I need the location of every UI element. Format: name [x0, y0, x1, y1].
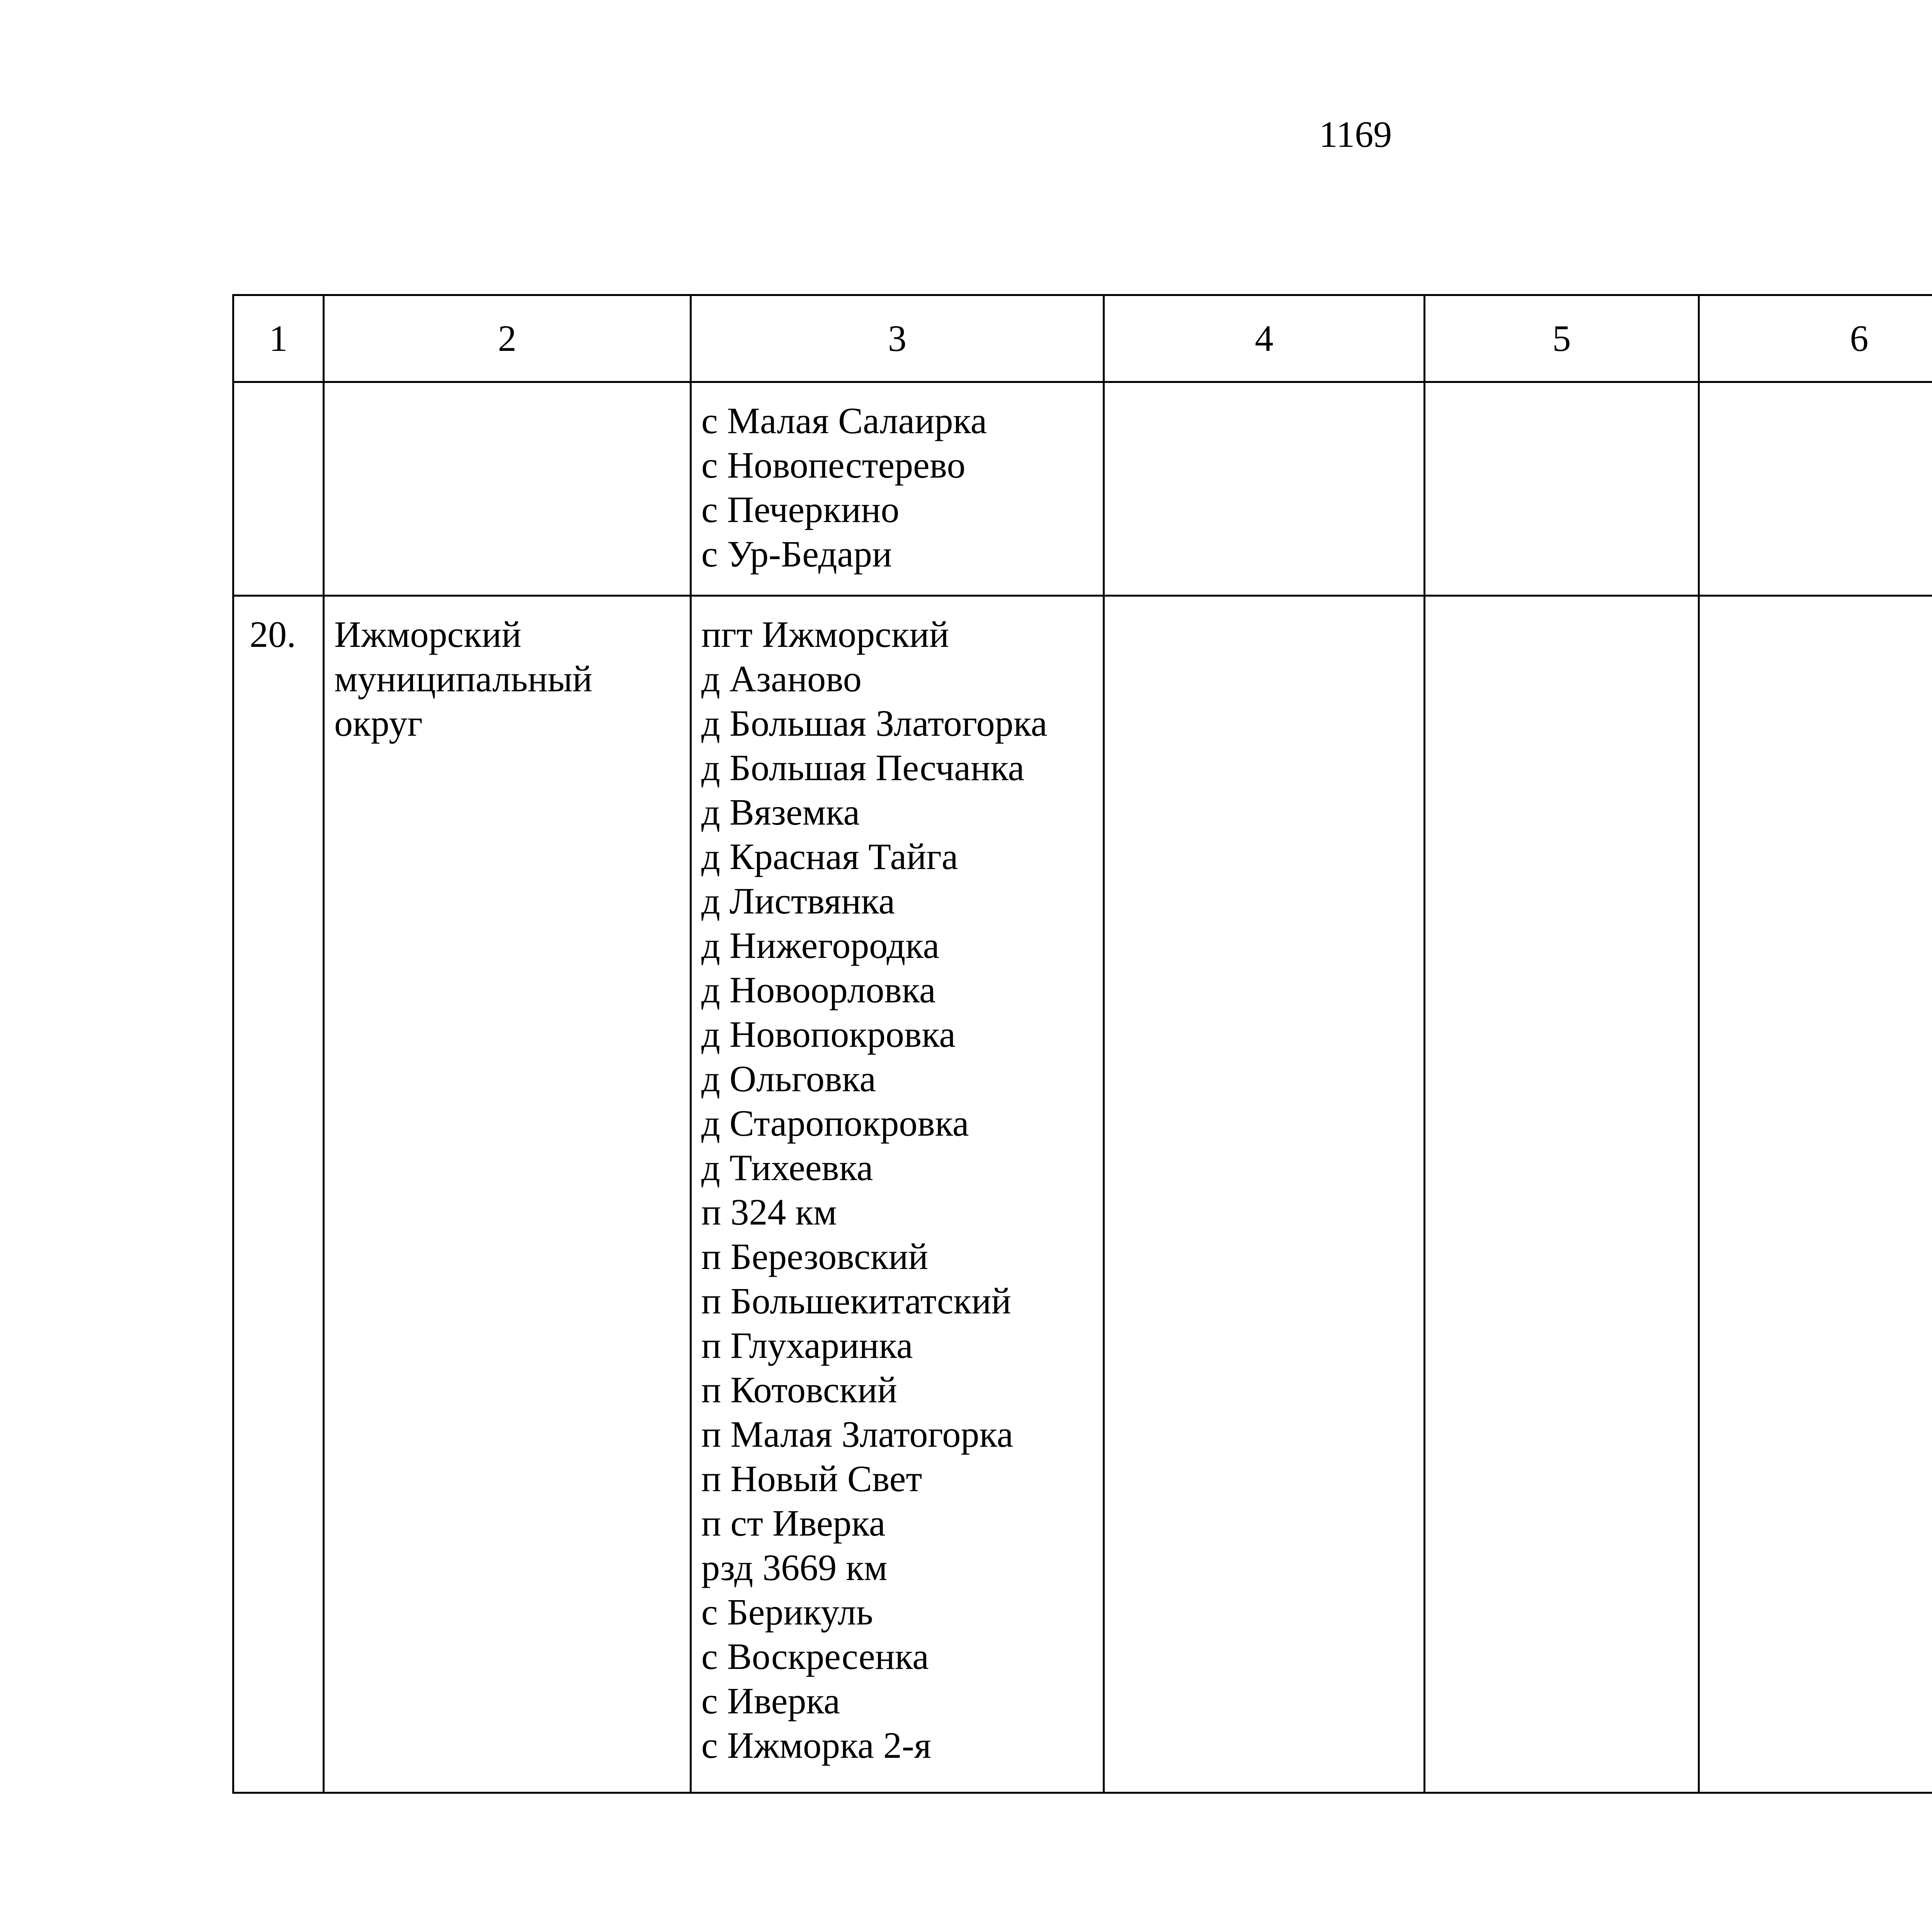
- list-item: с Иверка: [701, 1680, 840, 1721]
- list-item: д Нижегородка: [701, 925, 940, 966]
- table-header-row: [233, 295, 1932, 382]
- settlements-cell: [691, 596, 1104, 1793]
- list-item: п Малая Златогорка: [701, 1414, 1014, 1455]
- list-item: с Берикуль: [701, 1591, 873, 1633]
- table-row: [233, 596, 1932, 1793]
- list-item: д Тихеевка: [701, 1147, 873, 1188]
- list-item: п Глухаринка: [701, 1325, 913, 1366]
- page-number: 1169: [1319, 114, 1392, 155]
- list-item: д Листвянка: [701, 880, 895, 922]
- empty-cell-6: [1699, 382, 1932, 596]
- column-header-6: 6: [1699, 295, 1932, 382]
- list-item: с Печеркино: [701, 489, 900, 530]
- empty-cell-5: [1425, 382, 1699, 596]
- empty-cell-4: [1104, 596, 1425, 1793]
- settlement-list: [692, 383, 1103, 592]
- column-header-2: 2: [324, 295, 691, 382]
- settlement-list: [692, 597, 1103, 1783]
- column-header-5: 5: [1425, 295, 1699, 382]
- list-item: рзд 3669 км: [701, 1547, 888, 1588]
- list-item: д Вяземка: [701, 791, 860, 833]
- list-item: п Березовский: [701, 1236, 929, 1277]
- empty-cell-6: [1699, 596, 1932, 1793]
- list-item: с Ижморка 2-я: [701, 1725, 931, 1766]
- list-item: Ижморский: [334, 614, 522, 655]
- list-item: с Малая Салаирка: [701, 400, 987, 441]
- list-item: округ: [334, 703, 423, 744]
- list-item: муниципальный: [334, 658, 593, 699]
- list-item: д Ольговка: [701, 1058, 876, 1099]
- list-item: д Новопокровка: [701, 1014, 956, 1055]
- list-item: п Котовский: [701, 1369, 897, 1410]
- list-item: д Красная Тайга: [701, 836, 958, 877]
- list-item: д Азаново: [701, 658, 862, 699]
- list-item: д Большая Песчанка: [701, 747, 1025, 788]
- district-name-cell: [324, 382, 691, 596]
- empty-cell-4: [1104, 382, 1425, 596]
- table-row: [233, 382, 1932, 596]
- district-name-cell: [324, 596, 691, 1793]
- list-item: п 324 км: [701, 1191, 837, 1233]
- list-item: с Воскресенка: [701, 1636, 929, 1677]
- list-item: п ст Иверка: [701, 1502, 886, 1544]
- column-header-4: 4: [1104, 295, 1425, 382]
- list-item: с Ур-Бедари: [701, 533, 892, 575]
- row-number-cell: [233, 382, 324, 596]
- settlements-cell: [691, 382, 1104, 596]
- list-item: п Большекитатский: [701, 1280, 1011, 1322]
- list-item: пгт Ижморский: [701, 614, 949, 655]
- list-item: с Новопестерево: [701, 444, 966, 486]
- column-header-1: 1: [233, 295, 324, 382]
- list-item: д Старопокровка: [701, 1102, 969, 1144]
- list-item: п Новый Свет: [701, 1458, 922, 1499]
- list-item: д Большая Златогорка: [701, 703, 1048, 744]
- empty-cell-5: [1425, 596, 1699, 1793]
- settlements-table: [232, 294, 1932, 1794]
- district-name: [325, 597, 690, 761]
- row-number: 20.: [250, 614, 296, 655]
- list-item: д Новоорловка: [701, 969, 936, 1010]
- column-header-3: 3: [691, 295, 1104, 382]
- row-number-cell: [233, 596, 324, 1793]
